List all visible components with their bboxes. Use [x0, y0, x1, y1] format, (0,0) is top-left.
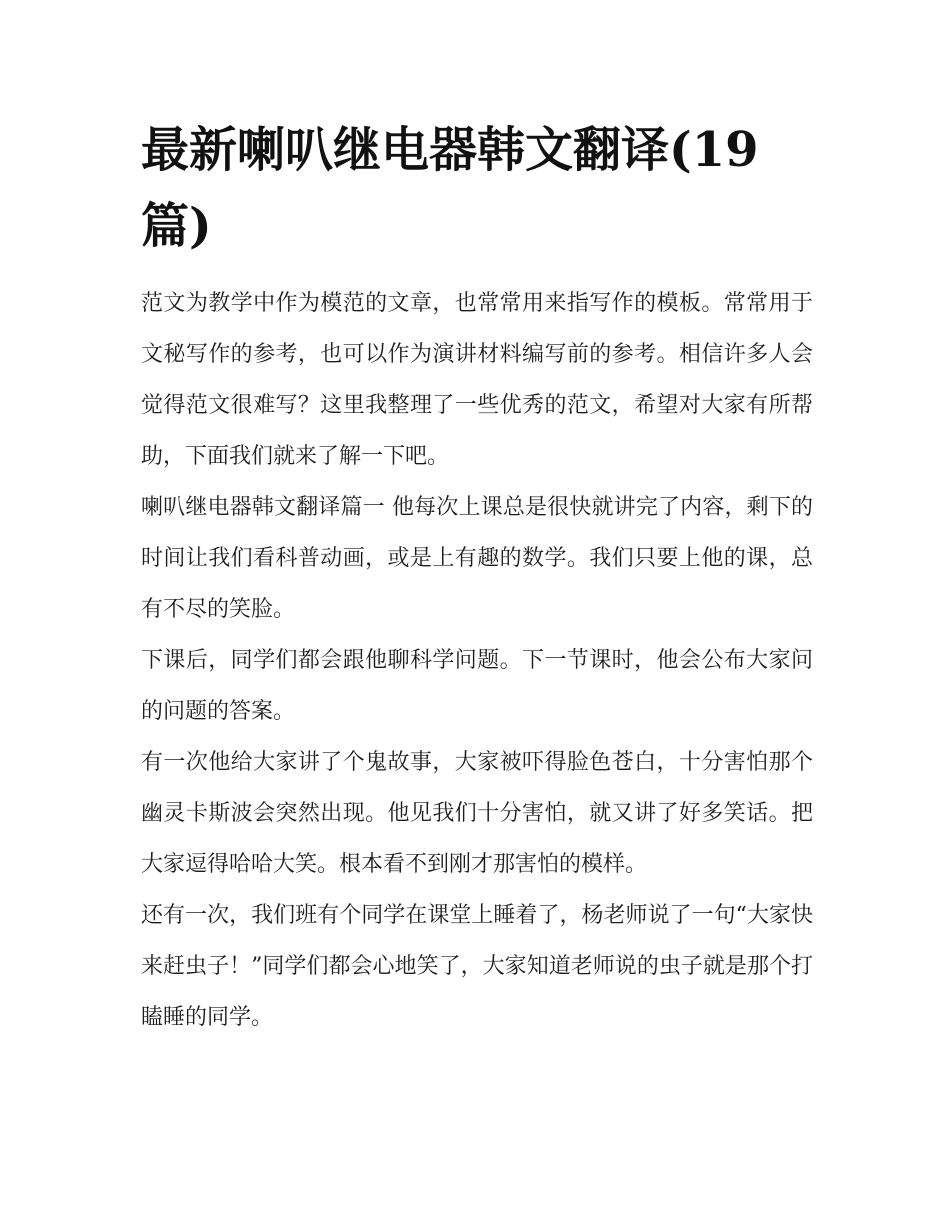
paragraph-sleeping-student: 还有一次，我们班有个同学在课堂上睡着了，杨老师说了一句“大家快来赶虫子！”同学们都会心地笑了，大家知道老师说的虫子就是那个打瞌睡的同学。 — [141, 903, 813, 1030]
paragraph-intro: 范文为教学中作为模范的文章，也常常用来指写作的模板。常常用于文秘写作的参考，也可以作为演讲材料编写前的参考。相信许多人会觉得范文很难写？这里我整理了一些优秀的范文，希望对大家有所帮助，下面我们就来了解一下吧。 — [141, 291, 813, 469]
paragraph-after-class: 下课后，同学们都会跟他聊科学问题。下一节课时，他会公布大家问的问题的答案。 — [141, 648, 813, 724]
document-page — [141, 112, 813, 1043]
document-title: 最新喇叭继电器韩文翻译(19篇) — [141, 122, 759, 254]
paragraph-ghost-story: 有一次他给大家讲了个鬼故事，大家被吓得脸色苍白，十分害怕那个幽灵卡斯波会突然出现。他见我们十分害怕，就又讲了好多笑话。把大家逗得哈哈大笑。根本看不到刚才那害怕的模样。 — [141, 750, 813, 877]
paragraph-section-one: 喇叭继电器韩文翻译篇一 他每次上课总是很快就讲完了内容，剩下的时间让我们看科普动画，或是上有趣的数学。我们只要上他的课，总有不尽的笑脸。 — [141, 495, 813, 622]
document-body — [141, 278, 813, 1043]
